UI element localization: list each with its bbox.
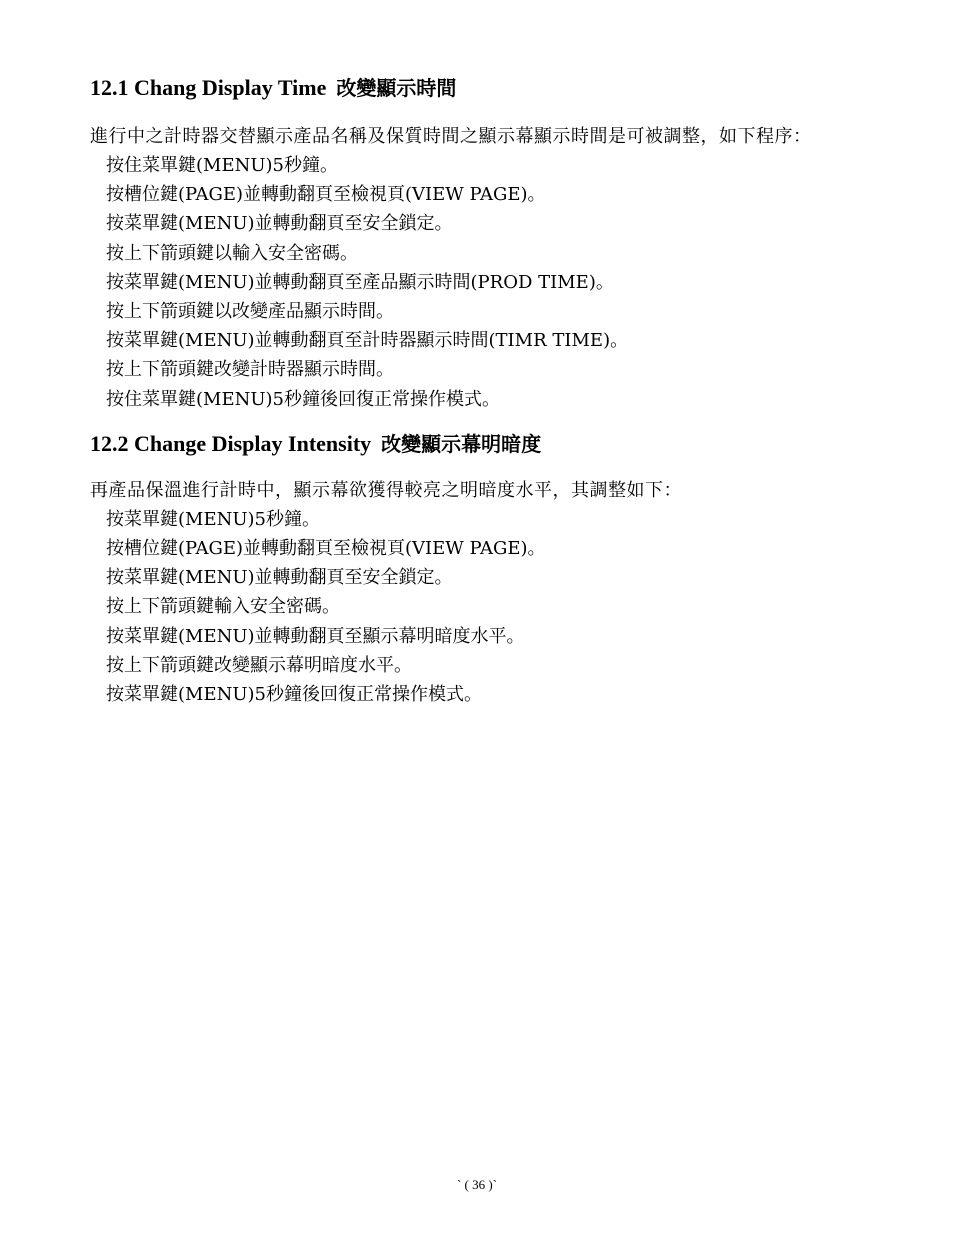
step-list-display-intensity (90, 505, 890, 709)
section-heading-zh: 改變顯示幕明暗度 (381, 431, 542, 456)
step-item: 按槽位鍵(PAGE)並轉動翻頁至檢視頁(VIEW PAGE)。 (106, 538, 546, 560)
step-item: 按上下箭頭鍵改變計時器顯示時間。 (106, 359, 394, 381)
step-item: 按菜單鍵(MENU)並轉動翻頁至顯示幕明暗度水平。 (106, 625, 525, 647)
page-number: ` ( 36 )` (456, 1177, 498, 1192)
section-intro: 進行中之計時器交替顯示產品名稱及保質時間之顯示幕顯示時間是可被調整，如下程序： (90, 126, 812, 147)
step-item: 按菜單鍵(MENU)5秒鐘。 (106, 508, 320, 530)
document-page (90, 72, 890, 709)
section-heading-zh: 改變顯示時間 (336, 76, 457, 100)
step-item: 按上下箭頭鍵輸入安全密碼。 (106, 596, 340, 618)
section-heading-en: 12.2 Change Display Intensity (90, 430, 372, 456)
step-item: 按槽位鍵(PAGE)並轉動翻頁至檢視頁(VIEW PAGE)。 (106, 184, 546, 206)
step-item: 按上下箭頭鍵以輸入安全密碼。 (106, 242, 358, 264)
section-heading-en: 12.1 Chang Display Time (90, 75, 327, 100)
step-item: 按菜單鍵(MENU)並轉動翻頁至安全鎖定。 (106, 567, 453, 589)
step-item: 按住菜單鍵(MENU)5秒鐘。 (106, 155, 338, 176)
section-intro: 再產品保溫進行計時中，顯示幕欲獲得較亮之明暗度水平，其調整如下： (90, 479, 682, 501)
section-heading-display-time (90, 72, 890, 104)
step-item: 按上下箭頭鍵改變顯示幕明暗度水平。 (106, 654, 412, 676)
section-heading-display-intensity (90, 428, 890, 460)
step-list-display-time (90, 151, 890, 414)
step-item: 按上下箭頭鍵以改變產品顯示時間。 (106, 301, 394, 323)
step-item: 按菜單鍵(MENU)並轉動翻頁至計時器顯示時間(TIMR TIME)。 (106, 330, 629, 352)
step-item: 按菜單鍵(MENU)並轉動翻頁至產品顯示時間(PROD TIME)。 (106, 271, 614, 293)
step-item: 按住菜單鍵(MENU)5秒鐘後回復正常操作模式。 (106, 388, 500, 410)
step-item: 按菜單鍵(MENU)並轉動翻頁至安全鎖定。 (106, 213, 453, 235)
step-item: 按菜單鍵(MENU)5秒鐘後回復正常操作模式。 (106, 684, 482, 706)
